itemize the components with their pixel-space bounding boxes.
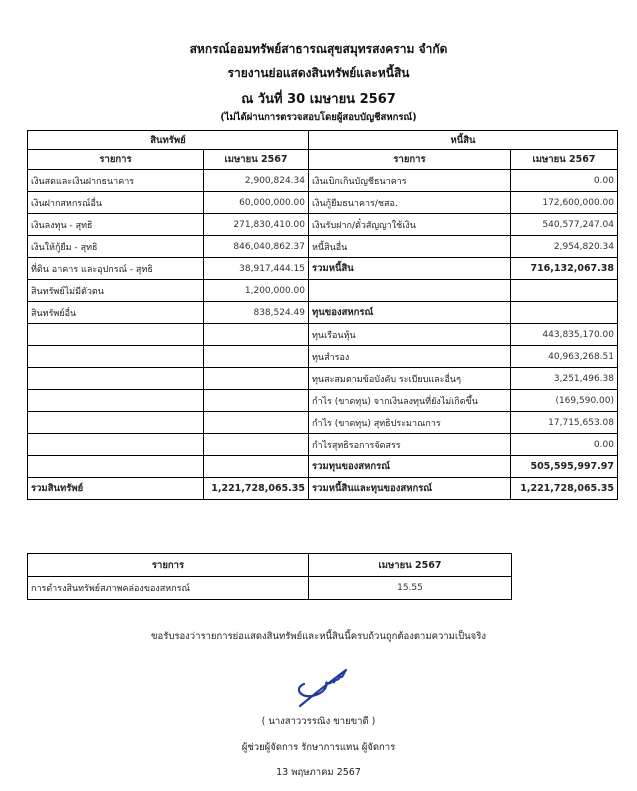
audit-note: (ไม่ได้ผ่านการตรวจสอบโดยผู้สอบบัญชีสหกรณ์)	[220, 112, 417, 123]
liability-value: 0.00	[511, 434, 618, 456]
balance-sheet-table	[27, 130, 618, 500]
liability-label: เงินเบิกเกินบัญชีธนาคาร	[309, 170, 511, 192]
report-date: ณ วันที่ 30 เมษายน 2567	[241, 92, 396, 107]
liability-value: 3,251,496.38	[511, 368, 618, 390]
assets-item-header: รายการ	[28, 150, 204, 170]
total-row	[28, 478, 618, 500]
asset-value: 838,524.49	[204, 302, 309, 324]
balance-sheet-row	[28, 390, 618, 412]
signature-date: 13 พฤษภาคม 2567	[276, 767, 361, 778]
asset-value	[204, 324, 309, 346]
asset-label	[28, 456, 204, 478]
liability-value: 716,132,067.38	[511, 258, 618, 280]
liability-value: (169,590.00)	[511, 390, 618, 412]
balance-sheet-row	[28, 346, 618, 368]
certification-statement: ขอรับรองว่ารายการย่อแสดงสินทรัพย์และหนี้สินนี้ครบถ้วนถูกต้องตามความเป็นจริง	[151, 631, 486, 642]
asset-value: 38,917,444.15	[204, 258, 309, 280]
balance-sheet-row	[28, 214, 618, 236]
liability-value	[511, 280, 618, 302]
liability-label: ทุนสำรอง	[309, 346, 511, 368]
asset-value	[204, 434, 309, 456]
asset-label	[28, 346, 204, 368]
liability-value: 2,954,820.34	[511, 236, 618, 258]
total-assets-label: รวมสินทรัพย์	[28, 478, 204, 500]
section-header-row	[28, 131, 618, 150]
liability-label: กำไร (ขาดทุน) จากเงินลงทุนที่ยังไม่เกิดขึ้น	[309, 390, 511, 412]
liability-value: 17,715,653.08	[511, 412, 618, 434]
liabilities-item-header: รายการ	[309, 150, 511, 170]
liability-label: รวมทุนของสหกรณ์	[309, 456, 511, 478]
liabilities-period-header: เมษายน 2567	[511, 150, 618, 170]
balance-sheet-row	[28, 412, 618, 434]
liability-value: 40,963,268.51	[511, 346, 618, 368]
liability-value: 540,577,247.04	[511, 214, 618, 236]
liability-value: 0.00	[511, 170, 618, 192]
liability-label: กำไร (ขาดทุน) สุทธิประมาณการ	[309, 412, 511, 434]
liability-label: เงินรับฝาก/ตั๋วสัญญาใช้เงิน	[309, 214, 511, 236]
asset-value	[204, 456, 309, 478]
ratio-period-header: เมษายน 2567	[309, 554, 512, 577]
liability-value: 172,600,000.00	[511, 192, 618, 214]
column-header-row	[28, 150, 618, 170]
liability-label: หนี้สินอื่น	[309, 236, 511, 258]
ratio-item-header: รายการ	[28, 554, 309, 577]
liability-label: รวมหนี้สิน	[309, 258, 511, 280]
liquidity-ratio-table	[27, 553, 512, 600]
balance-sheet-row	[28, 192, 618, 214]
balance-sheet-row	[28, 170, 618, 192]
ratio-label: การดำรงสินทรัพย์สภาพคล่องของสหกรณ์	[28, 577, 309, 600]
asset-label: สินทรัพย์อื่น	[28, 302, 204, 324]
asset-value: 846,040,862.37	[204, 236, 309, 258]
signer-name: ( นางสาววรรณิง ขายขาดี )	[261, 716, 376, 727]
asset-label: สินทรัพย์ไม่มีตัวตน	[28, 280, 204, 302]
asset-value	[204, 368, 309, 390]
asset-label: เงินฝากสหกรณ์อื่น	[28, 192, 204, 214]
ratio-value: 15.55	[309, 577, 512, 600]
asset-label	[28, 434, 204, 456]
balance-sheet-row	[28, 258, 618, 280]
ratio-header-row	[28, 554, 512, 577]
liability-label: กำไรสุทธิรอการจัดสรร	[309, 434, 511, 456]
report-title: รายงานย่อแสดงสินทรัพย์และหนี้สิน	[227, 66, 410, 80]
liabilities-section-title: หนี้สิน	[309, 131, 618, 150]
total-assets-value: 1,221,728,065.35	[204, 478, 309, 500]
balance-sheet-row	[28, 368, 618, 390]
asset-value: 271,830,410.00	[204, 214, 309, 236]
asset-value	[204, 390, 309, 412]
asset-value: 1,200,000.00	[204, 280, 309, 302]
asset-label: เงินสดและเงินฝากธนาคาร	[28, 170, 204, 192]
liability-label: เงินกู้ยืมธนาคาร/ชสอ.	[309, 192, 511, 214]
asset-label	[28, 412, 204, 434]
balance-sheet-row	[28, 324, 618, 346]
asset-label	[28, 390, 204, 412]
asset-label: ที่ดิน อาคาร และอุปกรณ์ - สุทธิ	[28, 258, 204, 280]
asset-label	[28, 324, 204, 346]
liability-value: 505,595,997.97	[511, 456, 618, 478]
balance-sheet-row	[28, 302, 618, 324]
asset-value	[204, 346, 309, 368]
liability-value	[511, 302, 618, 324]
asset-label: เงินลงทุน - สุทธิ	[28, 214, 204, 236]
asset-value: 2,900,824.34	[204, 170, 309, 192]
asset-label: เงินให้กู้ยืม - สุทธิ	[28, 236, 204, 258]
balance-sheet-row	[28, 280, 618, 302]
asset-value	[204, 412, 309, 434]
total-liabilities-equity-label: รวมหนี้สินและทุนของสหกรณ์	[309, 478, 511, 500]
total-liabilities-equity-value: 1,221,728,065.35	[511, 478, 618, 500]
organization-name: สหกรณ์ออมทรัพย์สาธารณสุขสมุทรสงคราม จำกัด	[189, 42, 448, 56]
liability-label: ทุนของสหกรณ์	[309, 302, 511, 324]
assets-section-title: สินทรัพย์	[28, 131, 309, 150]
liability-value: 443,835,170.00	[511, 324, 618, 346]
balance-sheet-row	[28, 456, 618, 478]
asset-label	[28, 368, 204, 390]
liability-label: ทุนสะสมตามข้อบังคับ ระเบียบและอื่นๆ	[309, 368, 511, 390]
signature-image	[290, 662, 350, 708]
ratio-row	[28, 577, 512, 600]
liability-label: ทุนเรือนหุ้น	[309, 324, 511, 346]
balance-sheet-row	[28, 236, 618, 258]
signature-stroke	[299, 670, 346, 706]
signer-position: ผู้ช่วยผู้จัดการ รักษาการแทน ผู้จัดการ	[241, 742, 396, 753]
assets-period-header: เมษายน 2567	[204, 150, 309, 170]
balance-sheet-row	[28, 434, 618, 456]
asset-value: 60,000,000.00	[204, 192, 309, 214]
liability-label	[309, 280, 511, 302]
